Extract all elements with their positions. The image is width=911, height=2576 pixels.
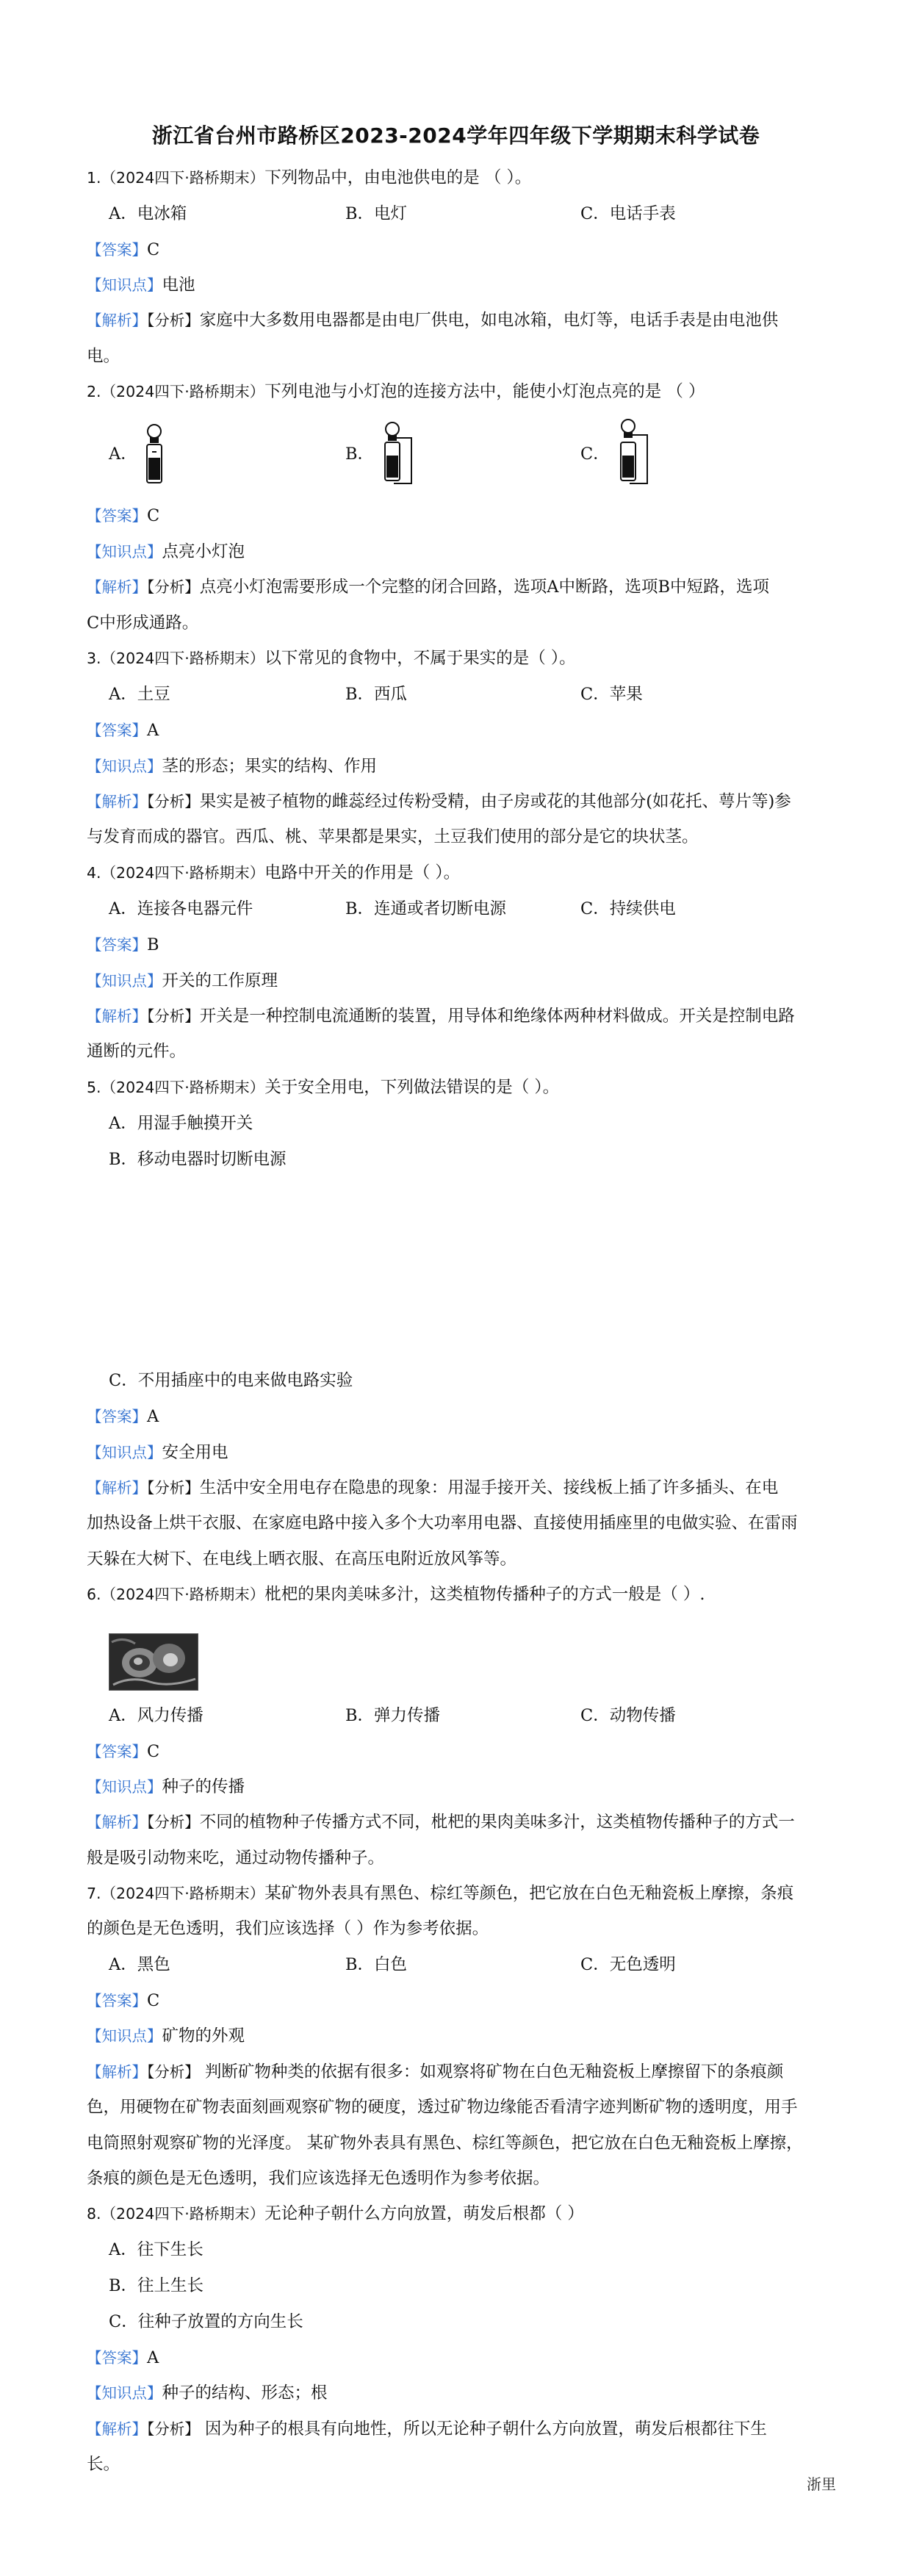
analysis-label: 【分析】	[147, 1479, 200, 1497]
question-2	[87, 381, 705, 403]
knowledge-label: 【知识点】	[87, 972, 162, 990]
question-text: 某矿物外表具有黑色、棕红等颜色，把它放在白色无釉瓷板上摩擦，条痕	[264, 1884, 794, 1903]
question-number: 6.	[87, 1586, 101, 1603]
option-c: C．往种子放置的方向生长	[109, 2312, 303, 2331]
page-title: 浙江省台州市路桥区2023-2024学年四年级下学期期末科学试卷	[151, 123, 760, 148]
answer-label: 【答案】	[87, 241, 147, 259]
analysis-line	[87, 791, 791, 813]
knowledge-value: 电池	[162, 276, 195, 295]
answer-label: 【答案】	[87, 1743, 147, 1760]
option-b: B．西瓜	[345, 685, 408, 704]
analysis-text: 生活中安全用电存在隐患的现象：用湿手接开关、接线板上插了许多插头、在电	[199, 1478, 779, 1497]
answer-line	[87, 719, 159, 741]
analysis-line	[87, 1477, 778, 1499]
battery-bulb-a-image	[140, 422, 169, 489]
knowledge-line	[87, 2025, 245, 2047]
answer-value: A	[147, 1407, 159, 1426]
analysis-text: 不同的植物种子传播方式不同，枇杷的果肉美味多汁，这类植物传播种子的方式一	[199, 1813, 795, 1832]
knowledge-value: 种子的传播	[162, 1777, 245, 1796]
analysis-text: 果实是被子植物的雌蕊经过传粉受精，由子房或花的其他部分(如花托、萼片等)参	[199, 792, 791, 811]
analysis-line	[87, 2061, 783, 2083]
analysis-text: 家庭中大多数用电器都是由电厂供电，如电冰箱，电灯等，电话手表是由电池供	[199, 311, 779, 330]
analysis-text: 判断矿物种类的依据有很多：如观察将矿物在白色无釉瓷板上摩擦留下的条痕颜	[199, 2062, 784, 2082]
analysis-cont: 色，用硬物在矿物表面刻画观察矿物的硬度，透过矿物边缘能否看清字迹判断矿物的透明度，用手	[87, 2098, 798, 2117]
answer-label: 【答案】	[87, 1408, 147, 1425]
analysis-label: 【分析】	[147, 1007, 200, 1025]
answer-value: C	[147, 1991, 160, 2010]
analysis-text: 点亮小灯泡需要形成一个完整的闭合回路，选项A中断路，选项B中短路，选项	[199, 578, 770, 597]
question-text: 下列物品中，由电池供电的是 （ ）。	[264, 168, 532, 187]
question-number: 4.	[87, 864, 101, 882]
answer-line	[87, 1990, 159, 2012]
question-7	[87, 1882, 793, 1904]
knowledge-line	[87, 541, 245, 563]
question-6	[87, 1583, 705, 1605]
answer-label: 【答案】	[87, 722, 147, 739]
question-text: 无论种子朝什么方向放置，萌发后根都（ ）	[264, 2204, 584, 2223]
knowledge-label: 【知识点】	[87, 276, 162, 294]
knowledge-line	[87, 2382, 328, 2404]
question-4	[87, 862, 460, 884]
analysis-cont: 天躲在大树下、在电线上晒衣服、在高压电附近放风筝等。	[87, 1550, 517, 1569]
question-number: 2.	[87, 383, 101, 400]
option-a: A．往下生长	[109, 2240, 204, 2259]
analysis-cont: 加热设备上烘干衣服、在家庭电路中接入多个大功率用电器、直接使用插座里的电做实验、在雷雨	[87, 1514, 798, 1533]
knowledge-value: 点亮小灯泡	[162, 542, 245, 561]
answer-value: C	[147, 240, 160, 259]
analysis-text: 因为种子的根具有向地性，所以无论种子朝什么方向放置，萌发后根都往下生	[199, 2420, 767, 2439]
question-number: 5.	[87, 1079, 101, 1096]
analysis-label: 【分析】	[147, 1813, 200, 1831]
question-text: 以下常见的食物中，不属于果实的是（ ）。	[264, 649, 576, 668]
knowledge-value: 矿物的外观	[162, 2026, 245, 2046]
answer-line	[87, 1406, 159, 1428]
option-c: C．电话手表	[580, 204, 676, 223]
question-text: 关于安全用电，下列做法错误的是（ ）。	[264, 1078, 560, 1097]
option-a: A．土豆	[109, 685, 170, 704]
question-8	[87, 2203, 584, 2225]
analysis-cont: 电筒照射观察矿物的光泽度。 某矿物外表具有黑色、棕红等颜色，把它放在白色无釉瓷板上摩擦，	[87, 2134, 803, 2153]
analysis-text: 开关是一种控制电流通断的装置，用导体和绝缘体两种材料做成。开关是控制电路	[199, 1007, 795, 1026]
analysis-tag: 【解析】	[87, 1007, 147, 1025]
analysis-line	[87, 576, 769, 598]
page-footer: 浙里	[807, 2475, 836, 2493]
analysis-line	[87, 2418, 767, 2440]
knowledge-line	[87, 1776, 245, 1798]
answer-line	[87, 1741, 159, 1763]
battery-bulb-c-image	[613, 417, 658, 488]
knowledge-line	[87, 970, 278, 992]
option-b: B．移动电器时切断电源	[109, 1150, 287, 1169]
option-b: B．	[345, 445, 375, 464]
analysis-tag: 【解析】	[87, 578, 147, 596]
answer-value: B	[147, 935, 159, 954]
analysis-tag: 【解析】	[87, 793, 147, 810]
knowledge-value: 茎的形态；果实的结构、作用	[162, 757, 378, 776]
option-c: C．不用插座中的电来做电路实验	[109, 1371, 353, 1390]
analysis-tag: 【解析】	[87, 2063, 147, 2081]
option-a: A．电冰箱	[109, 204, 187, 223]
analysis-cont: 般是吸引动物来吃，通过动物传播种子。	[87, 1849, 385, 1868]
option-c: C．	[580, 445, 610, 464]
analysis-cont: 条痕的颜色是无色透明，我们应该选择无色透明作为参考依据。	[87, 2169, 550, 2188]
knowledge-line	[87, 1442, 228, 1464]
question-number: 1.	[87, 169, 101, 187]
option-a: A．用湿手触摸开关	[109, 1114, 253, 1133]
knowledge-label: 【知识点】	[87, 1778, 162, 1796]
analysis-cont: 与发育而成的器官。西瓜、桃、苹果都是果实，土豆我们使用的部分是它的块状茎。	[87, 827, 699, 846]
knowledge-line	[87, 274, 195, 296]
option-c: C．持续供电	[580, 899, 676, 918]
analysis-cont: 电。	[87, 347, 120, 366]
knowledge-label: 【知识点】	[87, 2384, 162, 2402]
knowledge-line	[87, 755, 377, 777]
question-3	[87, 647, 576, 669]
knowledge-label: 【知识点】	[87, 1444, 162, 1461]
question-source: （2024四下·路桥期末）	[101, 1079, 265, 1096]
option-b: B．弹力传播	[345, 1706, 441, 1725]
option-b: B．往上生长	[109, 2276, 204, 2295]
analysis-line	[87, 1811, 795, 1833]
question-source: （2024四下·路桥期末）	[101, 650, 265, 667]
option-a: A．连接各电器元件	[109, 899, 253, 918]
analysis-tag: 【解析】	[87, 312, 147, 329]
question-text-cont: 的颜色是无色透明，我们应该选择（ ）作为参考依据。	[87, 1919, 489, 1938]
answer-label: 【答案】	[87, 936, 147, 954]
analysis-line	[87, 1005, 795, 1027]
analysis-label: 【分析】	[147, 793, 200, 810]
question-source: （2024四下·路桥期末）	[101, 2205, 265, 2223]
question-source: （2024四下·路桥期末）	[101, 864, 265, 882]
question-source: （2024四下·路桥期末）	[101, 1885, 265, 1902]
answer-line	[87, 239, 159, 261]
question-1	[87, 167, 531, 189]
analysis-tag: 【解析】	[87, 1813, 147, 1831]
question-text: 枇杷的果肉美味多汁，这类植物传播种子的方式一般是（ ）.	[264, 1585, 705, 1604]
knowledge-label: 【知识点】	[87, 543, 162, 561]
analysis-cont: C中形成通路。	[87, 614, 199, 633]
option-c: C．无色透明	[580, 1955, 676, 1974]
answer-label: 【答案】	[87, 1992, 147, 2010]
question-5	[87, 1076, 559, 1098]
option-b: B．连通或者切断电源	[345, 899, 507, 918]
battery-bulb-b-image	[378, 420, 422, 488]
option-b: B．白色	[345, 1955, 408, 1974]
knowledge-label: 【知识点】	[87, 2027, 162, 2045]
question-number: 3.	[87, 650, 101, 667]
answer-label: 【答案】	[87, 507, 147, 525]
analysis-cont: 长。	[87, 2455, 120, 2474]
answer-label: 【答案】	[87, 2349, 147, 2367]
option-c: C．动物传播	[580, 1706, 676, 1725]
knowledge-value: 开关的工作原理	[162, 971, 278, 990]
analysis-tag: 【解析】	[87, 1479, 147, 1497]
answer-value: C	[147, 506, 160, 525]
question-text: 电路中开关的作用是（ ）。	[264, 863, 461, 882]
question-source: （2024四下·路桥期末）	[101, 383, 265, 400]
analysis-label: 【分析】	[147, 2063, 200, 2081]
knowledge-value: 安全用电	[162, 1443, 228, 1462]
question-text: 下列电池与小灯泡的连接方法中，能使小灯泡点亮的是 （ ）	[264, 382, 705, 401]
option-b: B．电灯	[345, 204, 408, 223]
question-number: 7.	[87, 1885, 101, 1902]
question-source: （2024四下·路桥期末）	[101, 169, 265, 187]
answer-value: A	[147, 2348, 159, 2367]
analysis-tag: 【解析】	[87, 2420, 147, 2438]
knowledge-value: 种子的结构、形态；根	[162, 2383, 328, 2403]
question-source: （2024四下·路桥期末）	[101, 1586, 265, 1603]
option-a: A．黑色	[109, 1955, 170, 1974]
answer-value: A	[147, 721, 159, 740]
option-a: A．	[109, 445, 137, 464]
analysis-label: 【分析】	[147, 578, 200, 596]
analysis-cont: 通断的元件。	[87, 1042, 187, 1061]
option-a: A．风力传播	[109, 1706, 204, 1725]
answer-value: C	[147, 1742, 160, 1761]
answer-line	[87, 505, 159, 527]
question-number: 8.	[87, 2205, 101, 2223]
exam-page	[87, 0, 825, 2576]
analysis-line	[87, 309, 778, 331]
analysis-label: 【分析】	[147, 312, 200, 329]
analysis-label: 【分析】	[147, 2420, 200, 2438]
answer-line	[87, 934, 159, 956]
knowledge-label: 【知识点】	[87, 758, 162, 775]
option-c: C．苹果	[580, 685, 643, 704]
answer-line	[87, 2347, 159, 2369]
loquat-photo	[109, 1633, 198, 1691]
